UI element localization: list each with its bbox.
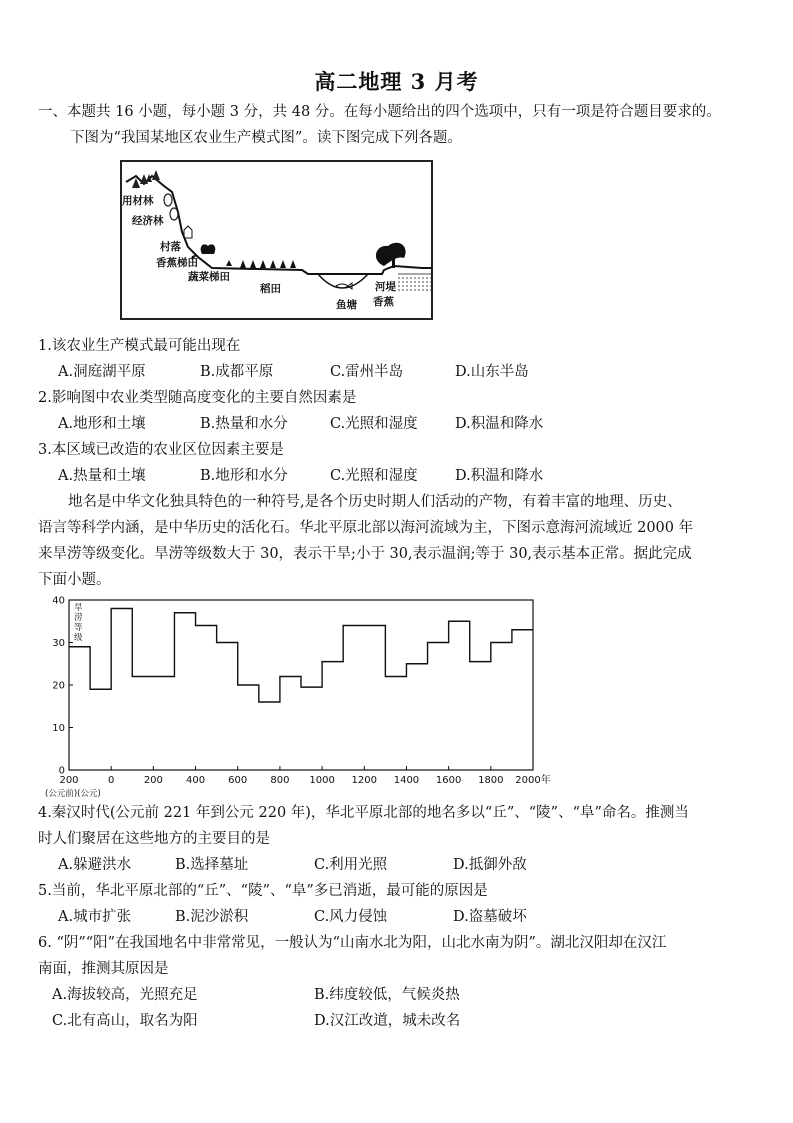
q6-option-c: C.北有高山，取名为阳 [52, 1013, 198, 1029]
q4-option-c: C.利用光照 [314, 857, 388, 873]
q5-option-b: B.泥沙淤积 [175, 909, 249, 925]
q2-option-c: C.光照和湿度 [330, 416, 418, 432]
q6-option-d: D.汉江改道，城未改名 [314, 1013, 461, 1029]
agriculture-model-figure [120, 160, 433, 320]
q5-option-c: C.风力侵蚀 [314, 909, 388, 925]
x-tick-label: 400 [185, 775, 206, 786]
label-vegetable-terrace: 蔬菜梯田 [188, 271, 230, 283]
x-tick-label: 2000年 [515, 775, 551, 786]
q2-option-a: A.地形和土壤 [58, 416, 146, 432]
drought-flood-series-line [69, 609, 533, 703]
x-tick-label: 600 [228, 775, 248, 786]
q5-option-d: D.盗墓破坏 [453, 909, 527, 925]
x-era-note: (公元前)(公元) [45, 789, 101, 799]
q4-option-d: D.抵御外敌 [453, 857, 527, 873]
q3-option-a: A.热量和土壤 [58, 468, 146, 484]
q3-option-b: B.地形和水分 [200, 468, 288, 484]
section-intro: 一、本题共 16 小题，每小题 3 分，共 48 分。在每小题给出的四个选项中，只有一项是符合题目要求的。 [38, 104, 721, 120]
chart-canvas [36, 592, 556, 799]
q3-option-c: C.光照和湿度 [330, 468, 418, 484]
label-timber-forest: 用材林 [122, 195, 154, 207]
q1-option-b: B.成都平原 [200, 364, 274, 380]
question-5-stem: 5.当前，华北平原北部的“丘”、“陵”、“阜”多已消逝，最可能的原因是 [38, 883, 488, 899]
label-economic-forest: 经济林 [132, 215, 164, 227]
q4-option-b: B.选择墓址 [175, 857, 249, 873]
q2-option-d: D.积温和降水 [455, 416, 544, 432]
y-tick-label: 0 [58, 765, 65, 777]
label-fish-pond: 鱼塘 [336, 299, 357, 311]
y-axis-label-char: 等 [74, 623, 83, 633]
passage-line-4: 下面小题。 [38, 572, 111, 588]
question-3-stem: 3.本区域已改造的农业区位因素主要是 [38, 442, 284, 458]
q6-option-a: A.海拔较高，光照充足 [52, 987, 198, 1003]
y-axis-label-char: 涝 [74, 613, 83, 623]
x-tick-label: 1600 [435, 775, 462, 786]
question-6-stem-line-1: 6. “阴”“阳”在我国地名中非常常见，一般认为“山南水北为阳，山北水南为阴”。湖北汉阳却在汉江 [38, 935, 667, 951]
passage-line-3: 来旱涝等级变化。旱涝等级数大于 30，表示干旱;小于 30,表示温润;等于 30,表示基本正常。据此完成 [38, 546, 692, 562]
q5-option-a: A.城市扩张 [58, 909, 132, 925]
passage-line-2: 语言等科学内涵，是中华历史的活化石。华北平原北部以海河流域为主，下图示意海河流域近 2000 年 [38, 520, 694, 536]
q1-option-c: C.雷州半岛 [330, 364, 404, 380]
q1-option-d: D.山东半岛 [455, 364, 529, 380]
x-tick-label: 1400 [393, 775, 420, 786]
label-rice-field: 稻田 [260, 283, 281, 295]
label-village: 村落 [160, 241, 181, 253]
y-tick-label: 30 [52, 638, 65, 649]
q3-option-d: D.积温和降水 [455, 468, 544, 484]
x-tick-label: 800 [270, 775, 290, 786]
figure1-intro: 下图为“我国某地区农业生产模式图”。读下图完成下列各题。 [70, 130, 462, 146]
x-tick-label: 1800 [478, 775, 504, 786]
x-tick-label: 1200 [351, 775, 377, 786]
x-tick-label: 200 [143, 775, 163, 786]
x-tick-label: 0 [107, 775, 115, 786]
question-4-stem-line-1: 4.秦汉时代(公元前 221 年到公元 220 年)，华北平原北部的地名多以“丘”、“陵”、“阜”命名。推测当 [38, 805, 689, 821]
label-banana-terrace: 香蕉梯田 [156, 257, 198, 269]
x-tick-label: 1000 [309, 775, 335, 786]
question-6-stem-line-2: 南面，推测其原因是 [38, 961, 169, 977]
question-1-stem: 1.该农业生产模式最可能出现在 [38, 338, 241, 354]
x-tick-label: 200 [59, 775, 79, 786]
label-river-bank: 河堤 [375, 281, 396, 293]
q2-option-b: B.热量和水分 [200, 416, 288, 432]
passage-line-1: 地名是中华文化独具特色的一种符号,是各个历史时期人们活动的产物，有着丰富的地理、历史、 [68, 494, 682, 510]
page-title: 高二地理 3 月考 [314, 69, 479, 94]
drought-flood-chart [36, 592, 556, 799]
y-tick-label: 40 [52, 595, 65, 607]
y-axis-label-char: 旱 [74, 603, 83, 613]
q1-option-a: A.洞庭湖平原 [58, 364, 146, 380]
y-axis-label-char: 级 [74, 633, 83, 643]
y-tick-label: 10 [52, 723, 65, 734]
question-4-stem-line-2: 时人们聚居在这些地方的主要目的是 [38, 831, 270, 847]
q4-option-a: A.躲避洪水 [58, 857, 132, 873]
q6-option-b: B.纬度较低，气候炎热 [314, 987, 460, 1003]
y-tick-label: 20 [52, 680, 65, 692]
label-banana: 香蕉 [373, 296, 394, 308]
question-2-stem: 2.影响图中农业类型随高度变化的主要自然因素是 [38, 390, 357, 406]
